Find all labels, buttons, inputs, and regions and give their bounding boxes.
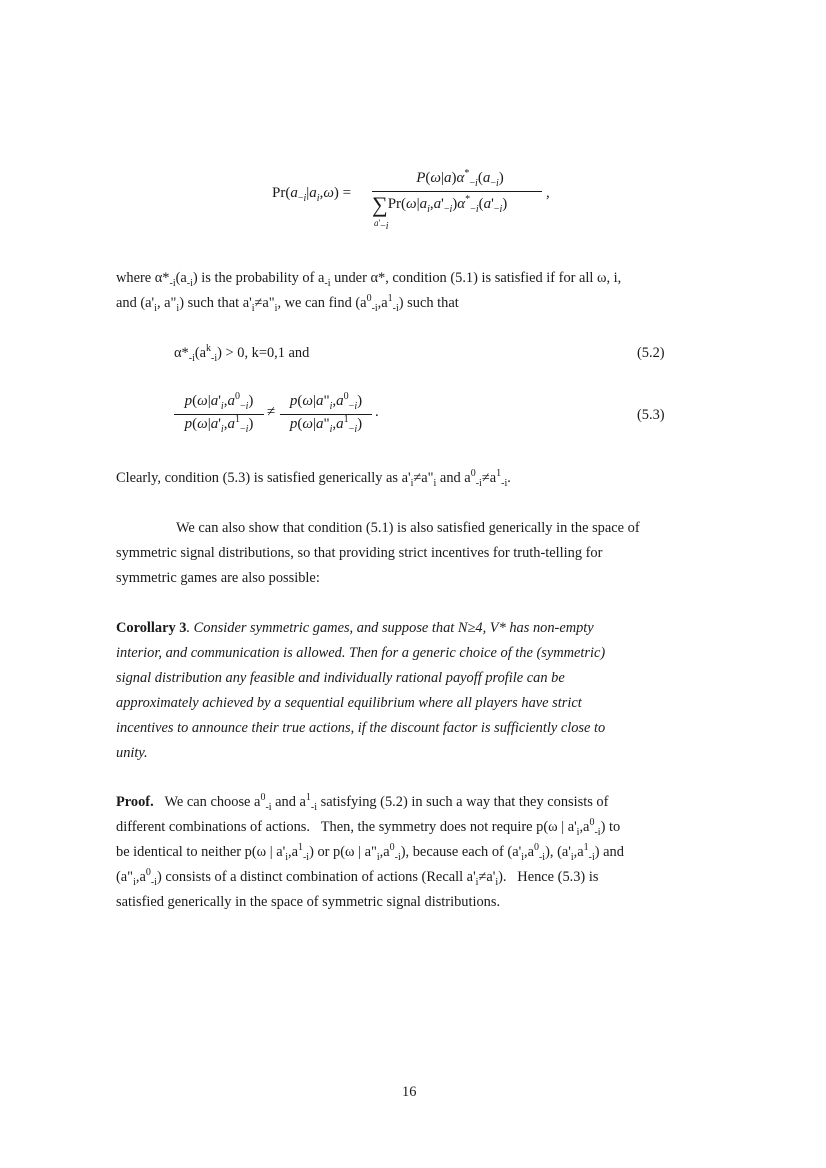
- also-line-2: symmetric signal distributions, so that providing strict incentives for truth-telling for: [116, 545, 603, 561]
- corollary-3: [116, 616, 708, 766]
- corollary-line-1-text: . Consider symmetric games, and suppose that N≥4, V* has non-empty: [186, 620, 594, 636]
- eq53-period: .: [375, 404, 379, 420]
- proof: [116, 790, 716, 915]
- eq53-left-den: $p(\omega|a'_i,a^1_{-i})$: [184, 414, 254, 435]
- paragraph-where: [116, 266, 708, 316]
- where-line-2: and ($a'_i$, $a"_i$) such that $a'_i\ne a"_i$, we can find $(a^0_{-i},a^1_{-i})$ such that: [116, 293, 459, 314]
- also-line-1: We can also show that condition (5.1) is also satisfied generically in the space of: [176, 520, 640, 536]
- proof-line-3: be identical to neither p(ω | $a'_i,a^1_{-i}$) or p(ω | $a"_i,a^0_{-i}$), because each of $(a'_i,a^0_{-i})$, $(a'_i,a^1_{-i})$ and: [116, 842, 624, 863]
- corollary-line-3: signal distribution any feasible and individually rational payoff profile can be: [116, 670, 565, 686]
- equation-5-2-label: (5.2): [637, 345, 665, 361]
- where-line-1: where $\alpha*_{-i}(a_{-i})$ is the probability of $a_{-i}$ under α*, condition (5.1) is satisfied if for all ω, i,: [116, 270, 622, 289]
- equation-numerator: $P(\omega|a)\alpha^*_{-i}(a_{-i})$: [416, 168, 504, 189]
- corollary-line-4: approximately achieved by a sequential equilibrium where all players have strict: [116, 695, 582, 711]
- corollary-line-2: interior, and communication is allowed. Then for a generic choice of the (symmetric): [116, 645, 606, 661]
- proof-line-2: different combinations of actions. Then, the symmetry does not require p(ω | $a'_i,a^0_{-i}$) to: [116, 817, 621, 838]
- corollary-line-6: unity.: [116, 745, 148, 761]
- page-number: 16: [402, 1084, 417, 1100]
- equation-posterior: [272, 168, 562, 236]
- eq53-right-num: $p(\omega|a"_i,a^0_{-i})$: [289, 391, 363, 412]
- corollary-line-1: [116, 616, 708, 641]
- equation-5-3: [174, 393, 394, 439]
- proof-line-1: Proof. We can choose $a^0_{-i}$ and $a^1_{-i}$ satisfying (5.2) in such a way that they consists of: [116, 792, 609, 813]
- equation-5-2: $\alpha*_{-i}(a^k_{-i}) > 0$, k=0,1 and: [174, 343, 310, 364]
- sum-index: $a'_{-i}$: [374, 218, 389, 232]
- proof-line-5: satisfied generically in the space of symmetric signal distributions.: [116, 894, 501, 910]
- equation-comma: ,: [546, 185, 550, 201]
- paragraph-clearly: Clearly, condition (5.3) is satisfied generically as $a'_i\ne a"_i$ and $a^0_{-i}\ne a^1_{-i}$.: [116, 468, 511, 489]
- eq53-neq: ≠: [267, 404, 276, 420]
- equation-lhs: $Pr(a_{-i}|a_i,\omega)$ =: [272, 185, 352, 204]
- paragraph-also: [116, 516, 708, 591]
- eq53-left-bar: [174, 414, 264, 415]
- proof-head: Proof.: [116, 794, 154, 810]
- eq53-right-bar: [280, 414, 372, 415]
- equation-5-3-label: (5.3): [637, 407, 665, 423]
- equation-denominator: $\sum Pr(\omega|a_i,a'_{-i})\alpha^*_{-i}(a'_{-i})$: [372, 192, 508, 217]
- corollary-head: Corollary 3: [116, 620, 187, 636]
- also-line-3: symmetric games are also possible:: [116, 570, 320, 586]
- eq53-right-den: $p(\omega|a"_i,a^1_{-i})$: [289, 414, 363, 435]
- corollary-line-5: incentives to announce their true actions, if the discount factor is sufficiently close to: [116, 720, 606, 736]
- eq53-left-num: $p(\omega|a'_i,a^0_{-i})$: [184, 391, 254, 412]
- proof-line-4: $(a"_i,a^0_{-i})$ consists of a distinct combination of actions (Recall $a'_i\ne a'_i$). Hence (5.3) is: [116, 867, 599, 888]
